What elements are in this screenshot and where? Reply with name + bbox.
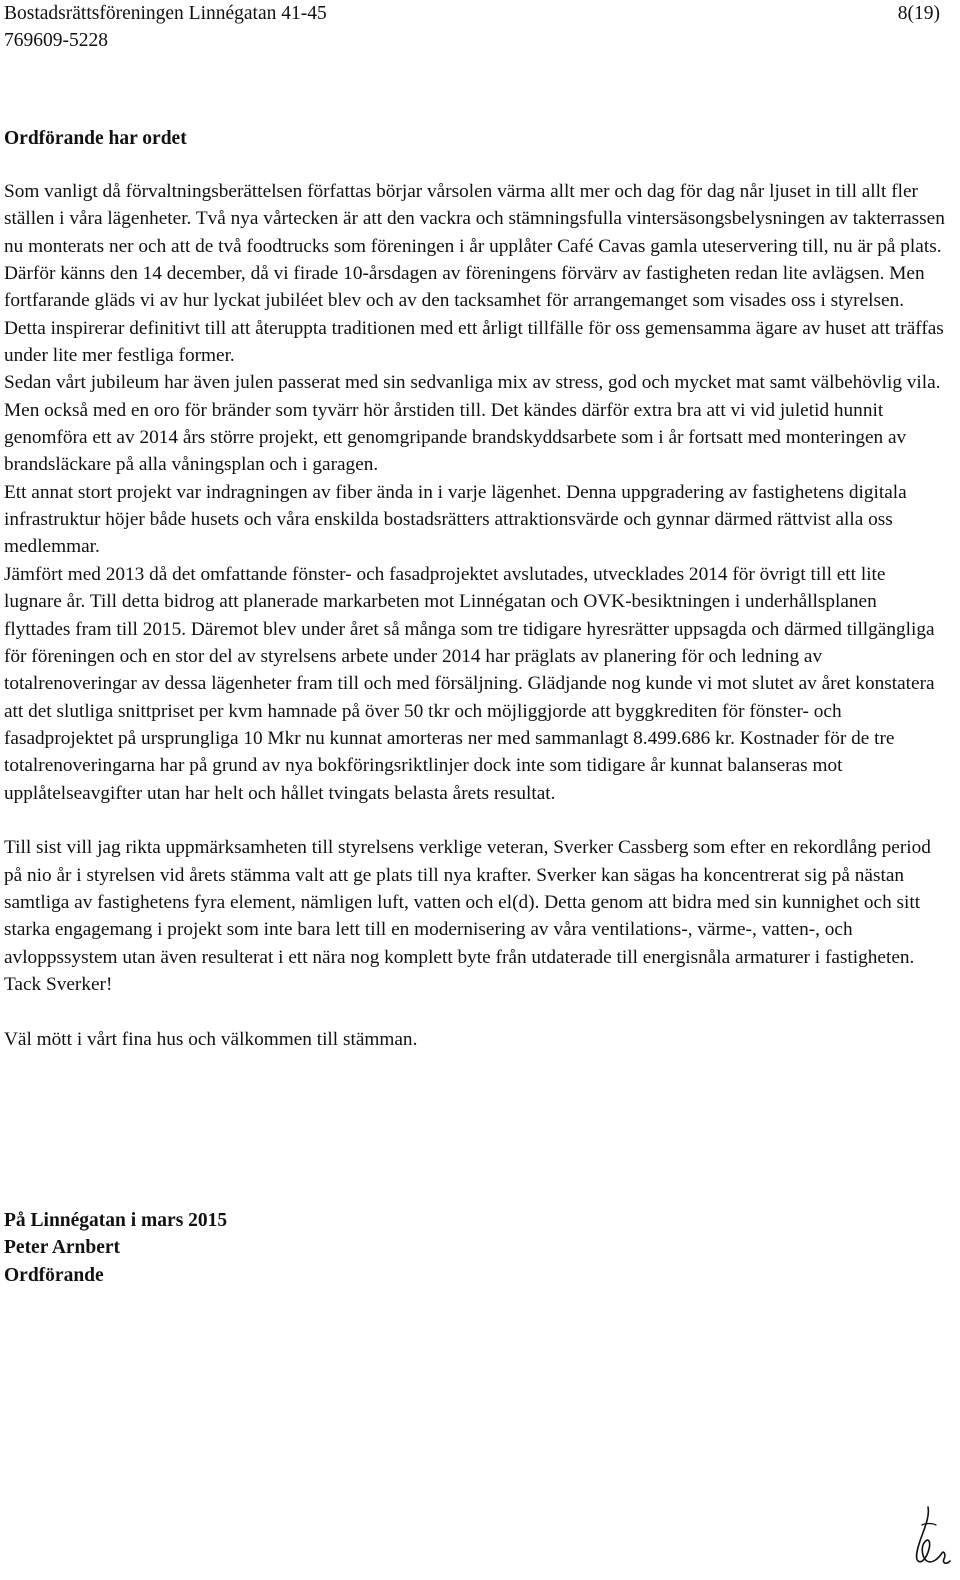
paragraph-2014-review: Jämfört med 2013 då det omfattande fönster- och fasadprojektet avslutades, utvecklades 2014 för övrigt till ett lite lugnare år. Till detta bidrog att planerade markarbeten mot Linnégatan och OVK-besiktningen i underhållsplanen flyttades fram till 2015. Däremot blev under året så många som tre tidigare hyresrätter uppsagda och därmed tillgängliga för föreningen och en stor del av styrelsens arbete under 2014 har präglats av planering för och ledning av totalrenoveringar av dessa lägenheter fram till och med försäljning. Glädjande nog kunde vi mot slutet av året konstatera att det slutliga snittpriset per kvm hamnade på över 50 tkr och möjliggjorde att byggkrediten för fönster- och fasadprojektet på ursprungliga 10 Mkr nu kunnat amorteras ner med sammanlagt 8.499.686 kr. Kostnader för de tre totalrenoveringarna har på grund av nya bokföringsriktlinjer dock inte som tidigare år kunnat balanseras mot upplåtelseavgifter utan har helt och hållet tvingats belasta årets resultat. (4, 563, 935, 804)
letter-body (4, 178, 946, 1053)
paragraph-sverker: Till sist vill jag rikta uppmärksamheten till styrelsens verklige veteran, Sverker Cassberg som efter en rekordlång period på nio år i styrelsen vid årets stämma valt att ge plats till nya krafter. Sverker kan sägas ha koncentrerat sig på nästan samtliga av fastighetens fyra element, nämligen luft, vatten och el(d). Detta genom att bidra med sin kunnighet och sitt starka engagemang i projekt som inte bara lett till en modernisering av våra ventilations-, värme-, vatten-, och avloppssystem utan även resulterat i ett nära nog komplett byte från utdaterade till energisnåla armaturer i fastigheten. Tack Sverker! (4, 837, 931, 995)
signature-role: Ordförande (4, 1264, 104, 1286)
page-header (4, 0, 327, 54)
paragraph-fiber: Ett annat stort projekt var indragningen av fiber ända in i varje lägenhet. Denna uppgradering av fastighetens digitala infrastruktur höjer både husets och våra enskilda bostadsrätters attraktionsvärde och gynnar därmed rättvist alla oss medlemmar. (4, 481, 907, 558)
signature-place-date: På Linnégatan i mars 2015 (4, 1210, 228, 1231)
page-number: 8(19) (897, 3, 940, 24)
paragraph-closing: Väl mött i vårt fina hus och välkommen till stämman. (4, 1028, 418, 1050)
paragraph-jubilee: Därför känns den 14 december, då vi firade 10-årsdagen av föreningens förvärv av fastigheten redan lite avlägsen. Men fortfarande gläds vi av hur lyckat jubiléet blev och av den tacksamhet för arrangemanget som visades oss i styrelsen. Detta inspirerar definitivt till att återuppta traditionen med ett årligt tillfälle för oss gemensamma ägare av huset att träffas under lite mer festliga former. (4, 263, 944, 367)
section-title: Ordförande har ordet (4, 128, 187, 149)
paragraph-fire-safety: Sedan vårt jubileum har även julen passerat med sin sedvanliga mix av stress, god och mycket mat samt välbehövlig vila. Men också med en oro för bränder som tyvärr hör årstiden till. Det kändes därför extra bra att vi vid juletid hunnit genomföra ett av 2014 års större projekt, ett genomgripande brandskyddsarbete som i år fortsatt med monteringen av brandsläckare på alla våningsplan och i garagen. (4, 372, 941, 476)
paragraph-spring: Som vanligt då förvaltningsberättelsen författas börjar vårsolen värma allt mer och dag för dag når ljuset in till allt fler ställen i våra lägenheter. Två nya vårtecken är att den vackra och stämningsfulla vintersäsongsbelysningen av takterrassen nu monterats ner och att de två foodtrucks som föreningen i år upplåter Café Cavas gamla uteservering till, nu är på plats. (4, 181, 945, 257)
signature-block (4, 1207, 227, 1289)
signature-name: Peter Arnbert (4, 1237, 121, 1259)
org-number: 769609-5228 (4, 30, 108, 51)
handwritten-initials-icon (908, 1503, 952, 1567)
association-name: Bostadsrättsföreningen Linnégatan 41-45 (4, 3, 327, 24)
